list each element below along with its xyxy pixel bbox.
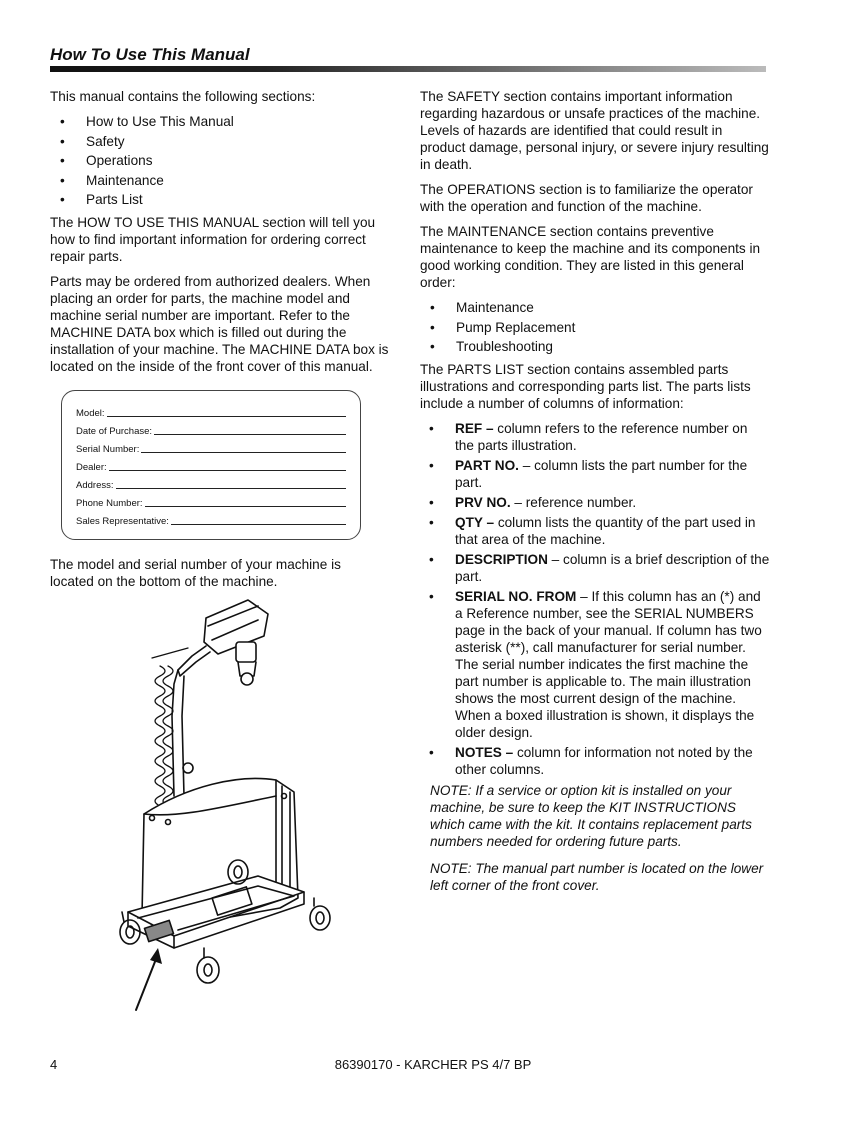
blank-line bbox=[107, 416, 346, 417]
left-column bbox=[50, 88, 395, 383]
maintenance-paragraph: The MAINTENANCE section contains preventive maintenance to keep the machine and its components in good working condition. They are listed in this general order: bbox=[420, 224, 761, 290]
serial-location-paragraph: The model and serial number of your machine is located on the bottom of the machine. bbox=[50, 557, 341, 589]
arrow-head bbox=[150, 948, 162, 964]
blank-line bbox=[116, 488, 347, 489]
field-label: Dealer: bbox=[76, 462, 107, 473]
blank-line bbox=[154, 434, 346, 435]
list-item: • SERIAL NO. FROM – If this column has an (*) and a Reference number, see the SERIAL NUMBERS page in the back of your manual. If column has two asterisk (**), call manufacturer for serial number. The serial number indicates the first machine the part number is applicable to. The main illustration shows the most current design of the machine. When a boxed illustration is shown, it displays the older design. bbox=[420, 588, 770, 741]
field-label: Phone Number: bbox=[76, 498, 143, 509]
list-item: • Maintenance bbox=[420, 299, 770, 316]
field-label: Serial Number: bbox=[76, 444, 140, 455]
right-column bbox=[420, 88, 770, 902]
field-label: Model: bbox=[76, 408, 105, 419]
list-item: • QTY – column lists the quantity of the part used in that area of the machine. bbox=[420, 514, 770, 548]
field-label: Date of Purchase: bbox=[76, 426, 153, 437]
safety-paragraph: The SAFETY section contains important information regarding hazardous or unsafe practices of the machine. Levels of hazards are identified that could result in product damage, personal injury, or severe injury resulting in death. bbox=[420, 89, 769, 172]
blank-line bbox=[171, 524, 346, 525]
operations-paragraph: The OPERATIONS section is to familiarize the operator with the operation and function of the machine. bbox=[420, 182, 753, 214]
sales-representative-field bbox=[76, 509, 346, 527]
list-item: • Troubleshooting bbox=[420, 338, 770, 355]
field-label: Sales Representative: bbox=[76, 516, 169, 527]
section-list bbox=[50, 113, 395, 208]
address-field bbox=[76, 473, 346, 491]
list-item: • NOTES – column for information not noted by the other columns. bbox=[420, 744, 770, 778]
list-item: • Maintenance bbox=[50, 172, 395, 189]
machine-illustration bbox=[108, 596, 338, 1016]
list-item: • Pump Replacement bbox=[420, 319, 770, 336]
parts-list-paragraph: The PARTS LIST section contains assembled parts illustrations and corresponding parts list. The parts lists include a number of columns of information: bbox=[420, 362, 751, 412]
title-rule bbox=[50, 66, 766, 72]
blank-line bbox=[109, 470, 346, 471]
manual-note: NOTE: The manual part number is located on the lower left corner of the front cover. bbox=[430, 861, 764, 894]
how-to-use-paragraph: The HOW TO USE THIS MANUAL section will tell you how to find important information for ordering correct repair parts. bbox=[50, 215, 376, 265]
list-item: • How to Use This Manual bbox=[50, 113, 395, 130]
date-of-purchase-field bbox=[76, 419, 346, 437]
intro-text: This manual contains the following sections: bbox=[50, 89, 316, 104]
columns-list bbox=[420, 420, 770, 778]
page-title: How To Use This Manual bbox=[50, 45, 250, 64]
list-item: • REF – column refers to the reference number on the parts illustration. bbox=[420, 420, 770, 454]
maintenance-list bbox=[420, 299, 770, 355]
list-item: • PART NO. – column lists the part number for the part. bbox=[420, 457, 770, 491]
machine-data-box bbox=[61, 390, 361, 540]
list-item: • Parts List bbox=[50, 191, 395, 208]
list-item: • Safety bbox=[50, 133, 395, 150]
document-id: 86390170 - KARCHER PS 4/7 BP bbox=[334, 1057, 532, 1072]
list-item: • Operations bbox=[50, 152, 395, 169]
field-label: Address: bbox=[76, 480, 114, 491]
model-field bbox=[76, 401, 346, 419]
serial-number-field bbox=[76, 437, 346, 455]
page-number: 4 bbox=[50, 1057, 58, 1072]
dealer-field bbox=[76, 455, 346, 473]
blank-line bbox=[141, 452, 346, 453]
phone-number-field bbox=[76, 491, 346, 509]
list-item: • DESCRIPTION – column is a brief description of the part. bbox=[420, 551, 770, 585]
parts-order-paragraph: Parts may be ordered from authorized dealers. When placing an order for parts, the machine model and machine serial number are important. Refer to the MACHINE DATA box which is filled out during the installation of your machine. The MACHINE DATA box is located on the inside of the front cover of this manual. bbox=[50, 274, 389, 375]
list-item: • PRV NO. – reference number. bbox=[420, 494, 770, 511]
kit-note: NOTE: If a service or option kit is installed on your machine, be sure to keep the KIT INSTRUCTIONS which came with the kit. It contains replacement parts numbers needed for ordering future parts. bbox=[430, 783, 752, 850]
blank-line bbox=[145, 506, 346, 507]
